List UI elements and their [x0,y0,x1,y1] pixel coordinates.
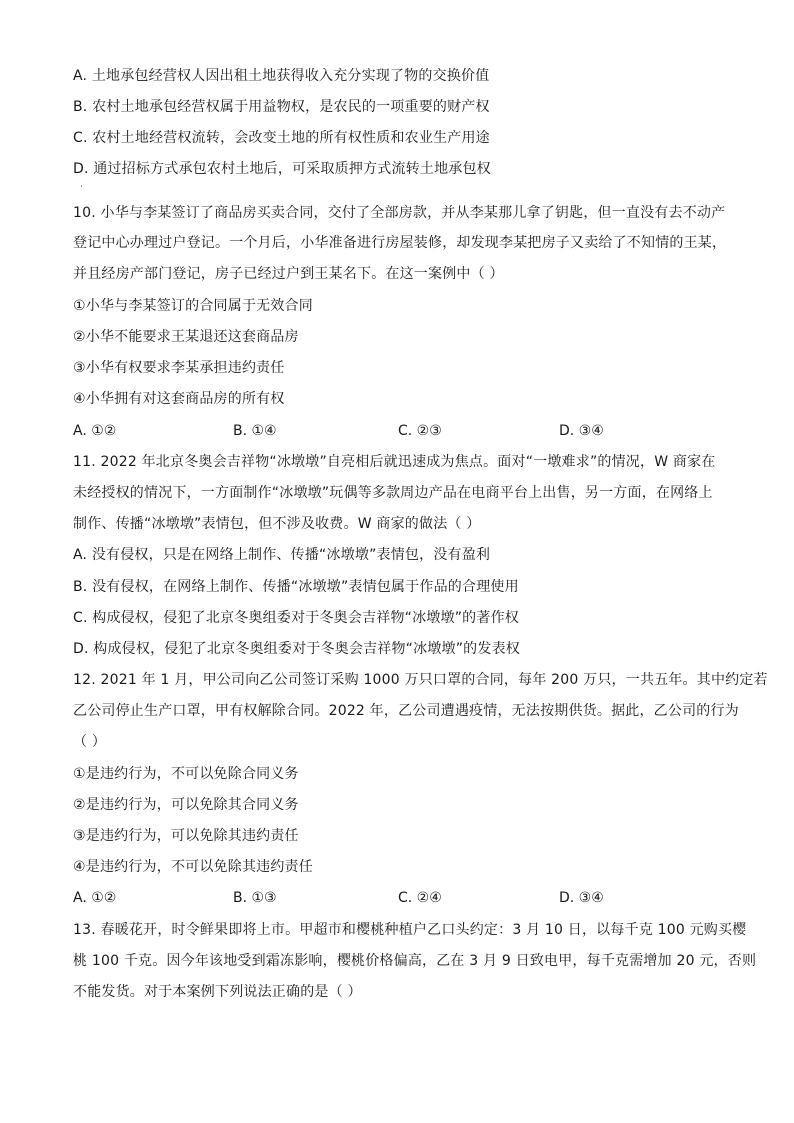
q11-stem-line-3: 制作、传播“冰墩墩”表情包，但不涉及收费。W 商家的做法（ ） [73,516,481,532]
q12-choice-b: B. ①③ [233,890,277,906]
q12-choice-c: C. ②④ [398,890,442,906]
q10-item-2: ②小华不能要求王某退还这套商品房 [73,329,299,345]
q12-choice-d: D. ③④ [559,890,604,906]
q12-stem-line-1: 12. 2021 年 1 月，甲公司向乙公司签订采购 1000 万只口罩的合同，每年 200 万只，一共五年。其中约定若 [73,672,768,688]
q10-stem-line-1: 10. 小华与李某签订了商品房买卖合同，交付了全部房款，并从李某那儿拿了钥匙，但一直没有去不动产 [73,205,726,221]
q12-item-1: ①是违约行为，不可以免除合同义务 [73,766,299,782]
q13-stem-line-2: 桃 100 千克。因今年该地受到霜冻影响，樱桃价格偏高，乙在 3 月 9 日致电甲，每千克需增加 20 元，否则 [73,953,757,969]
q12-item-3: ③是违约行为，可以免除其违约责任 [73,828,299,844]
q10-stem-line-3: 并且经房产部门登记，房子已经过户到王某名下。在这一案例中（ ） [73,266,504,282]
q13-stem-line-3: 不能发货。对于本案例下列说法正确的是（ ） [73,984,362,1000]
q11-option-a: A. 没有侵权，只是在网络上制作、传播“冰墩墩”表情包，没有盈利 [73,547,491,563]
q9-option-c: C. 农村土地经营权流转，会改变土地的所有权性质和农业生产用途 [73,130,490,146]
q11-option-d: D. 构成侵权，侵犯了北京冬奥组委对于冬奥会吉祥物“冰墩墩”的发表权 [73,641,520,657]
q11-stem-line-2: 未经授权的情况下，一方面制作“冰墩墩”玩偶等多款周边产品在电商平台上出售，另一方面，在网络上 [73,485,713,501]
q10-choice-a: A. ①② [73,423,117,439]
q11-option-b: B. 没有侵权，在网络上制作、传播“冰墩墩”表情包属于作品的合理使用 [73,579,519,595]
q9-option-d: D. 通过招标方式承包农村土地后，可采取质押方式流转土地承包权 [73,161,491,177]
q10-choice-d: D. ③④ [559,423,604,439]
q9-option-b: B. 农村土地承包经营权属于用益物权，是农民的一项重要的财产权 [73,99,490,115]
stray-mark: · [80,182,83,192]
q12-stem-line-2: 乙公司停止生产口罩，甲有权解除合同。2022 年，乙公司遭遇疫情，无法按期供货。据此，乙公司的行为 [73,703,739,719]
q10-stem-line-2: 登记中心办理过户登记。一个月后，小华准备进行房屋装修，却发现李某把房子又卖给了不知情的王某， [73,235,727,251]
q10-choice-b: B. ①④ [233,423,277,439]
q11-stem-line-1: 11. 2022 年北京冬奥会吉祥物“冰墩墩”自亮相后就迅速成为焦点。面对“一墩难求”的情况，W 商家在 [73,454,716,470]
q10-item-1: ①小华与李某签订的合同属于无效合同 [73,298,313,314]
q12-item-4: ④是违约行为，不可以免除其违约责任 [73,859,313,875]
q10-choice-c: C. ②③ [398,423,442,439]
q12-stem-line-3: （ ） [73,734,107,750]
q11-option-c: C. 构成侵权，侵犯了北京冬奥组委对于冬奥会吉祥物“冰墩墩”的著作权 [73,610,519,626]
q10-item-3: ③小华有权要求李某承担违约责任 [73,360,285,376]
q13-stem-line-1: 13. 春暖花开，时令鲜果即将上市。甲超市和樱桃种植户乙口头约定：3 月 10 日，以每千克 100 元购买樱 [73,922,747,938]
q12-choice-a: A. ①② [73,890,117,906]
q9-option-a: A. 土地承包经营权人因出租土地获得收入充分实现了物的交换价值 [73,68,490,84]
q10-item-4: ④小华拥有对这套商品房的所有权 [73,391,285,407]
q12-item-2: ②是违约行为，可以免除其合同义务 [73,797,299,813]
